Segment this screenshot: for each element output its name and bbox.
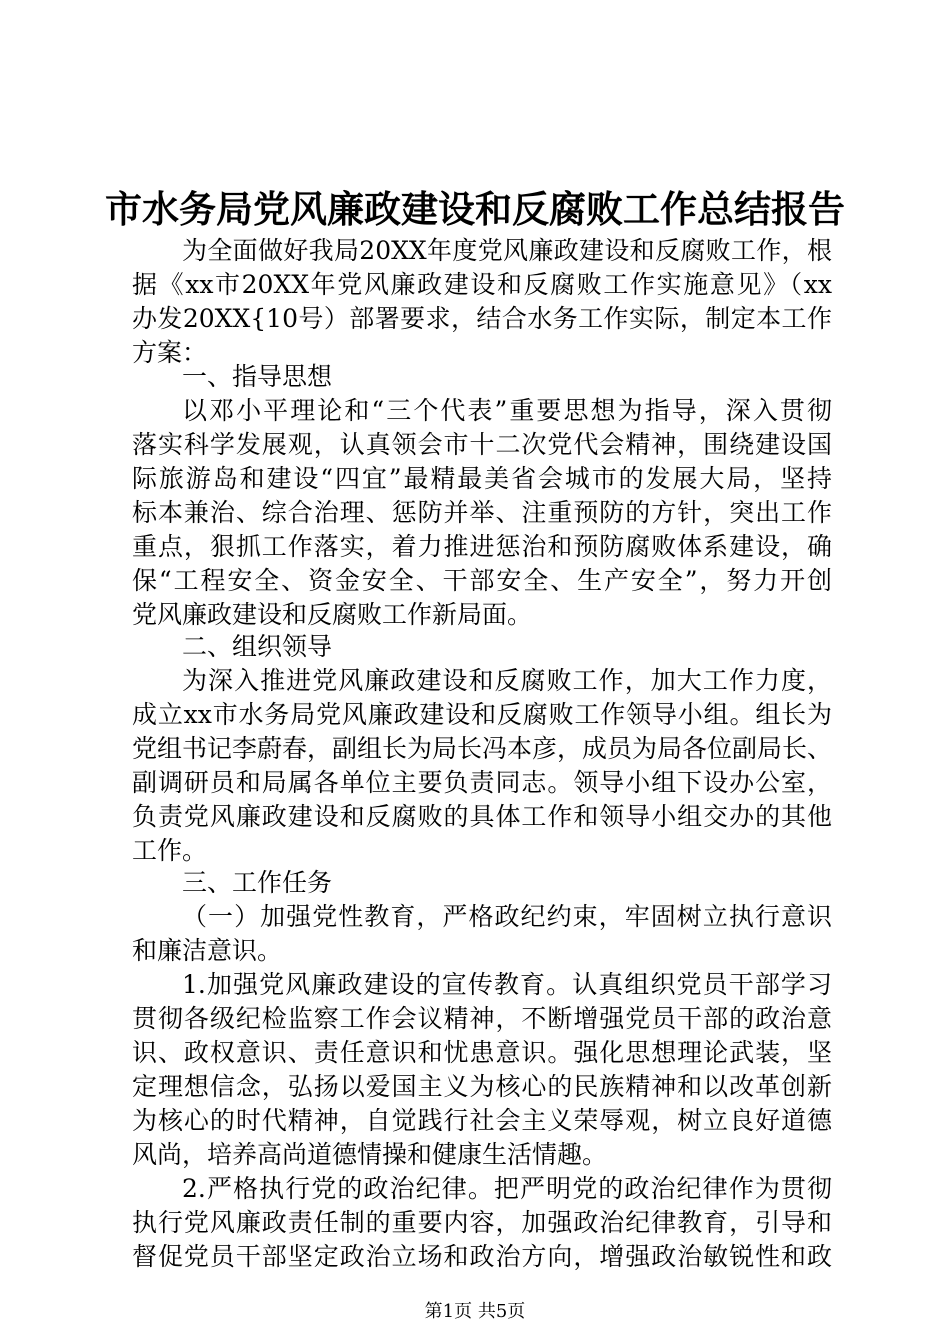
document-title: 市水务局党风廉政建设和反腐败工作总结报告 bbox=[105, 187, 845, 231]
paragraph-line: 办发20XX{10号）部署要求，结合水务工作实际，制定本工作 bbox=[132, 304, 832, 333]
paragraph-line: 副调研员和局属各单位主要负责同志。领导小组下设办公室， bbox=[132, 768, 832, 797]
paragraph-line: 重点，狠抓工作落实，着力推进惩治和预防腐败体系建设，确 bbox=[132, 532, 832, 561]
paragraph-line: 工作。 bbox=[132, 836, 208, 865]
paragraph-line: 据《xx市20XX年党风廉政建设和反腐败工作实施意见》（xx bbox=[132, 270, 832, 299]
paragraph-line: 党风廉政建设和反腐败工作新局面。 bbox=[132, 600, 533, 629]
subsection-heading: 和廉洁意识。 bbox=[132, 936, 283, 965]
section-heading: 一、指导思想 bbox=[182, 362, 333, 391]
section-heading: 二、组织领导 bbox=[182, 632, 333, 661]
paragraph-line: 为核心的时代精神，自觉践行社会主义荣辱观，树立良好道德 bbox=[132, 1106, 832, 1135]
paragraph-line: 落实科学发展观，认真领会市十二次党代会精神，围绕建设国 bbox=[132, 430, 832, 459]
paragraph-line: 际旅游岛和建设“四宜”最精最美省会城市的发展大局，坚持 bbox=[132, 464, 832, 493]
paragraph-line: 以邓小平理论和“三个代表”重要思想为指导，深入贯彻 bbox=[182, 396, 832, 425]
paragraph-line: 标本兼治、综合治理、惩防并举、注重预防的方针，突出工作 bbox=[132, 498, 832, 527]
paragraph-line: 为深入推进党风廉政建设和反腐败工作，加大工作力度， bbox=[182, 666, 832, 695]
paragraph-line: 贯彻各级纪检监察工作会议精神，不断增强党员干部的政治意 bbox=[132, 1004, 832, 1033]
paragraph-line: 风尚，培养高尚道德情操和健康生活情趣。 bbox=[132, 1140, 608, 1169]
paragraph-line: 1.加强党风廉政建设的宣传教育。认真组织党员干部学习 bbox=[182, 970, 832, 999]
paragraph-line: 2.严格执行党的政治纪律。把严明党的政治纪律作为贯彻 bbox=[182, 1174, 832, 1203]
paragraph-line: 执行党风廉政责任制的重要内容，加强政治纪律教育，引导和 bbox=[132, 1208, 832, 1237]
paragraph-line: 党组书记李蔚春，副组长为局长冯本彦，成员为局各位副局长、 bbox=[132, 734, 832, 763]
paragraph-line: 方案： bbox=[132, 338, 208, 367]
paragraph-line: 为全面做好我局20XX年度党风廉政建设和反腐败工作，根 bbox=[182, 236, 832, 265]
paragraph-line: 督促党员干部坚定政治立场和政治方向，增强政治敏锐性和政 bbox=[132, 1242, 832, 1271]
subsection-heading: （一）加强党性教育，严格政纪约束，牢固树立执行意识 bbox=[182, 902, 832, 931]
paragraph-line: 定理想信念，弘扬以爱国主义为核心的民族精神和以改革创新 bbox=[132, 1072, 832, 1101]
section-heading: 三、工作任务 bbox=[182, 868, 333, 897]
paragraph-line: 成立xx市水务局党风廉政建设和反腐败工作领导小组。组长为 bbox=[132, 700, 832, 729]
paragraph-line: 识、政权意识、责任意识和忧患意识。强化思想理论武装，坚 bbox=[132, 1038, 832, 1067]
paragraph-line: 保“工程安全、资金安全、干部安全、生产安全”，努力开创 bbox=[132, 566, 832, 595]
page-number-footer: 第1页 共5页 bbox=[424, 1301, 526, 1322]
paragraph-line: 负责党风廉政建设和反腐败的具体工作和领导小组交办的其他 bbox=[132, 802, 832, 831]
